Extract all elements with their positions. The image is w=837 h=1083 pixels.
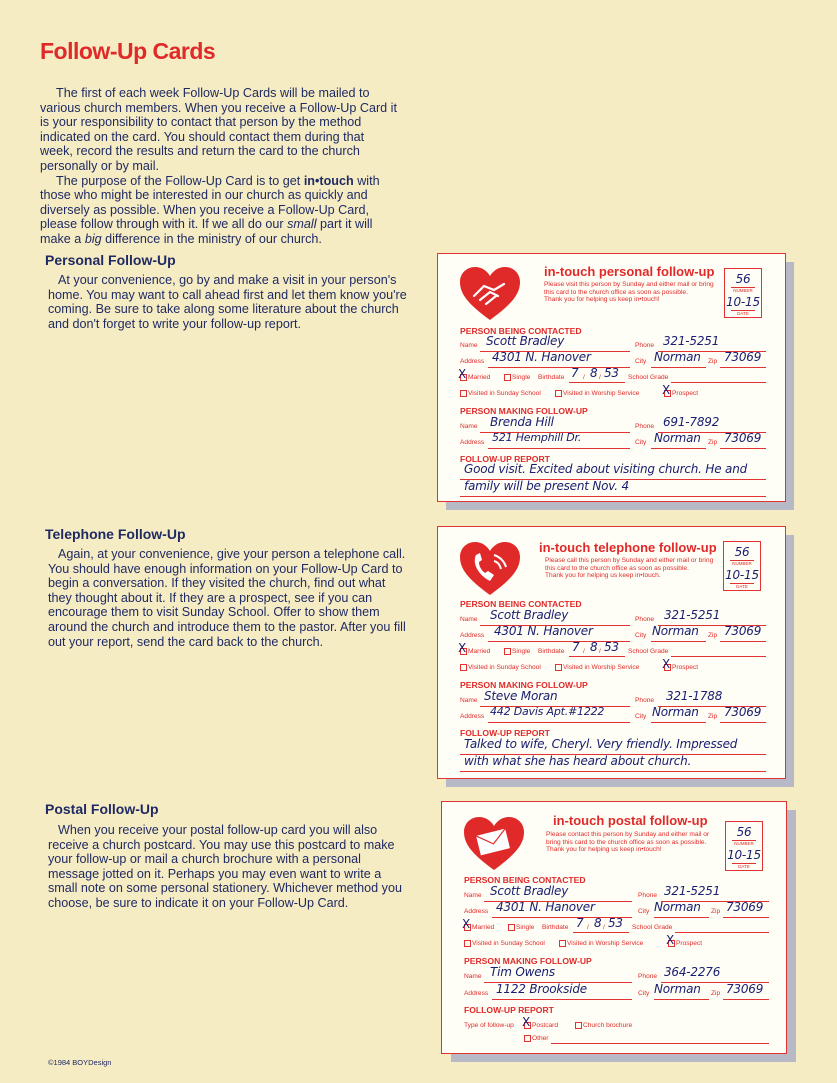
report-line: Talked to wife, Cheryl. Very friendly. Impressed <box>464 737 738 751</box>
telephone-body: Again, at your convenience, give your person a telephone call. You should have enough information on your Follow-Up Card to begin a conversation. If they visited the church, find out what they thought about it. If they are a prospect, see if you can encourage them to visit Sunday School. Offer to show them around the church and introduce them to the pastor. After you fill out your report, send the card back to the church. <box>48 547 406 649</box>
handshake-heart-icon <box>458 266 522 322</box>
contact-name: Scott Bradley <box>490 884 569 898</box>
card-title: in-touch personal follow-up <box>544 264 715 279</box>
person-making-label: PERSON MAKING FOLLOW-UP <box>464 956 592 966</box>
contact-city: Norman <box>654 350 701 364</box>
card-number: 56 <box>735 272 751 286</box>
contact-phone: 321-5251 <box>664 884 721 898</box>
maker-city: Norman <box>654 982 701 996</box>
page-title: Follow-Up Cards <box>40 38 216 64</box>
visited-ws-checkbox <box>555 664 562 671</box>
report-line: with what she has heard about church. <box>464 754 692 768</box>
contact-name: Scott Bradley <box>490 608 569 622</box>
contact-phone: 321-5251 <box>664 608 721 622</box>
person-making-label: PERSON MAKING FOLLOW-UP <box>460 680 588 690</box>
card-date: 10-15 <box>727 848 761 862</box>
person-contacted-label: PERSON BEING CONTACTED <box>460 599 582 609</box>
visited-ss-checkbox <box>460 390 467 397</box>
card-title: in-touch postal follow-up <box>553 813 708 828</box>
maker-city: Norman <box>652 705 699 719</box>
postal-follow-up-card: in-touch postal follow-up Please contact this person by Sunday and either mail or bring this card to the church office as soon as possible. Thank you for helping us keep in•touch! 56 NUMBER 10-15 DATE PERSON BEING CONTACTED Name Scott Bradley Phone 321-5251 Address 4301 N. Hanover City Norman Zip 73069 X Married Single Birthdate 7 / 8 / 53 School Grade Visited in Sunday School Visited in Worship Service X Prospect PERSON MAKING FOLLOW-UP Name Tim Owens Phone 364-2276 Address 1122 Brookside City Norman Zip 73069 FOLLOW-UP REPORT Type of follow-up X Postcard Church brochure Other <box>441 801 787 1054</box>
maker-address: 521 Hemphill Dr. <box>492 431 582 444</box>
single-checkbox <box>504 648 511 655</box>
envelope-heart-icon <box>462 816 526 872</box>
telephone-heading: Telephone Follow-Up <box>45 526 186 542</box>
contact-address: 4301 N. Hanover <box>496 900 595 914</box>
report-label: FOLLOW-UP REPORT <box>460 454 550 464</box>
maker-phone: 364-2276 <box>664 965 721 979</box>
person-contacted-label: PERSON BEING CONTACTED <box>460 326 582 336</box>
maker-phone: 691-7892 <box>663 415 720 429</box>
maker-zip: 73069 <box>724 705 762 719</box>
maker-city: Norman <box>654 431 701 445</box>
contact-address: 4301 N. Hanover <box>492 350 591 364</box>
contact-phone: 321-5251 <box>663 334 720 348</box>
number-date-box: 56 NUMBER 10-15 DATE <box>723 541 761 591</box>
other-checkbox <box>524 1035 531 1042</box>
report-label: FOLLOW-UP REPORT <box>464 1005 554 1015</box>
number-date-box: 56 NUMBER 10-15 DATE <box>724 268 762 318</box>
maker-name: Steve Moran <box>484 689 558 703</box>
single-checkbox <box>508 924 515 931</box>
personal-follow-up-card: in-touch personal follow-up Please visit this person by Sunday and either mail or bring this card to the church office as soon as possible. Thank you for helping us keep in•touch! 56 NUMBER 10-15 DATE PERSON BEING CONTACTED Name Scott Bradley Phone 321-5251 Address 4301 N. Hanover City Norman Zip 73069 X Married Single Birthdate 7 / 8 / 53 School Grade Visited in Sunday School Visited in Worship Service X Prospect PERSON MAKING FOLLOW-UP Name Brenda Hill Phone 691-7892 Address 521 Hemphill Dr. City Norman Zip 73069 FOLLOW-UP REPORT Good visit. Excited about visiting church. He and family will be present Nov. 4 <box>437 253 786 502</box>
single-checkbox <box>504 374 511 381</box>
postal-heading: Postal Follow-Up <box>45 801 159 817</box>
card-number: 56 <box>736 825 752 839</box>
contact-zip: 73069 <box>724 624 762 638</box>
maker-zip: 73069 <box>724 431 762 445</box>
visited-ss-checkbox <box>460 664 467 671</box>
card-number: 56 <box>734 545 750 559</box>
copyright: ©1984 BOYDesign <box>48 1058 112 1067</box>
maker-name: Brenda Hill <box>490 415 554 429</box>
personal-heading: Personal Follow-Up <box>45 252 176 268</box>
visited-ws-checkbox <box>559 940 566 947</box>
number-date-box: 56 NUMBER 10-15 DATE <box>725 821 763 871</box>
church-brochure-checkbox <box>575 1022 582 1029</box>
intro-paragraph-2: The purpose of the Follow-Up Card is to get in•touch with those who might be interested in our church as quickly and diversely as possible. When you receive a Follow-Up Card, please follow through with it. If we all do our small part it will make a big difference in the ministry of our church. <box>40 173 380 246</box>
maker-address: 442 Davis Apt.#1222 <box>490 705 605 718</box>
card-date: 10-15 <box>726 295 760 309</box>
card-date: 10-15 <box>725 568 759 582</box>
contact-address: 4301 N. Hanover <box>494 624 593 638</box>
visited-ws-checkbox <box>555 390 562 397</box>
card-instructions: Please call this person by Sunday and either mail or bring this card to the church office as soon as possible. Thank you for helping us keep in•touch. <box>545 557 714 580</box>
personal-body: At your convenience, go by and make a visit in your person's home. You may want to call ahead first and let them know you're coming. Be sure to take along some literature about the church and don't forget to write your follow-up report. <box>48 273 407 331</box>
maker-zip: 73069 <box>726 982 764 996</box>
report-label: FOLLOW-UP REPORT <box>460 728 550 738</box>
telephone-follow-up-card: in-touch telephone follow-up Please call this person by Sunday and either mail or bring this card to the church office as soon as possible. Thank you for helping us keep in•touch. 56 NUMBER 10-15 DATE PERSON BEING CONTACTED Name Scott Bradley Phone 321-5251 Address 4301 N. Hanover City Norman Zip 73069 X Married Single Birthdate 7 / 8 / 53 School Grade Visited in Sunday School Visited in Worship Service X Prospect PERSON MAKING FOLLOW-UP Name Steve Moran Phone 321-1788 Address 442 Davis Apt.#1222 City Norman Zip 73069 FOLLOW-UP REPORT Talked to wife, Cheryl. Very friendly. Impressed with what she has heard about church. <box>437 526 786 779</box>
intro-paragraph-1: The first of each week Follow-Up Cards will be mailed to various church members. When you receive a Follow-Up Card it is your responsibility to contact that person by the method indicated on the card. You should contact them during that week, record the results and return the card to the church personally or by mail. <box>40 86 397 173</box>
person-contacted-label: PERSON BEING CONTACTED <box>464 875 586 885</box>
contact-city: Norman <box>654 900 701 914</box>
visited-ss-checkbox <box>464 940 471 947</box>
postal-body: When you receive your postal follow-up card you will also receive a church postcard. You may use this postcard to make your follow-up or mail a church brochure with a personal message jotted on it. Perhaps you may even want to write a small note on some personal stationery. Whichever method you choose, be sure to indicate it on your Follow-Up Card. <box>48 823 402 910</box>
card-instructions: Please visit this person by Sunday and either mail or bring this card to the church office as soon as possible. Thank you for helping us keep in•touch! <box>544 281 714 304</box>
card-instructions: Please contact this person by Sunday and either mail or bring this card to the church office as soon as possible. Thank you for helping us keep in•touch! <box>546 831 710 854</box>
contact-zip: 73069 <box>724 350 762 364</box>
contact-zip: 73069 <box>726 900 764 914</box>
intro-text <box>40 86 400 247</box>
maker-name: Tim Owens <box>490 965 555 979</box>
maker-address: 1122 Brookside <box>496 982 587 996</box>
contact-city: Norman <box>652 624 699 638</box>
report-line: Good visit. Excited about visiting church. He and <box>464 462 748 476</box>
report-line: family will be present Nov. 4 <box>464 479 629 493</box>
telephone-heart-icon <box>458 541 522 597</box>
person-making-label: PERSON MAKING FOLLOW-UP <box>460 406 588 416</box>
card-title: in-touch telephone follow-up <box>539 540 717 555</box>
maker-phone: 321-1788 <box>666 689 723 703</box>
contact-name: Scott Bradley <box>486 334 565 348</box>
